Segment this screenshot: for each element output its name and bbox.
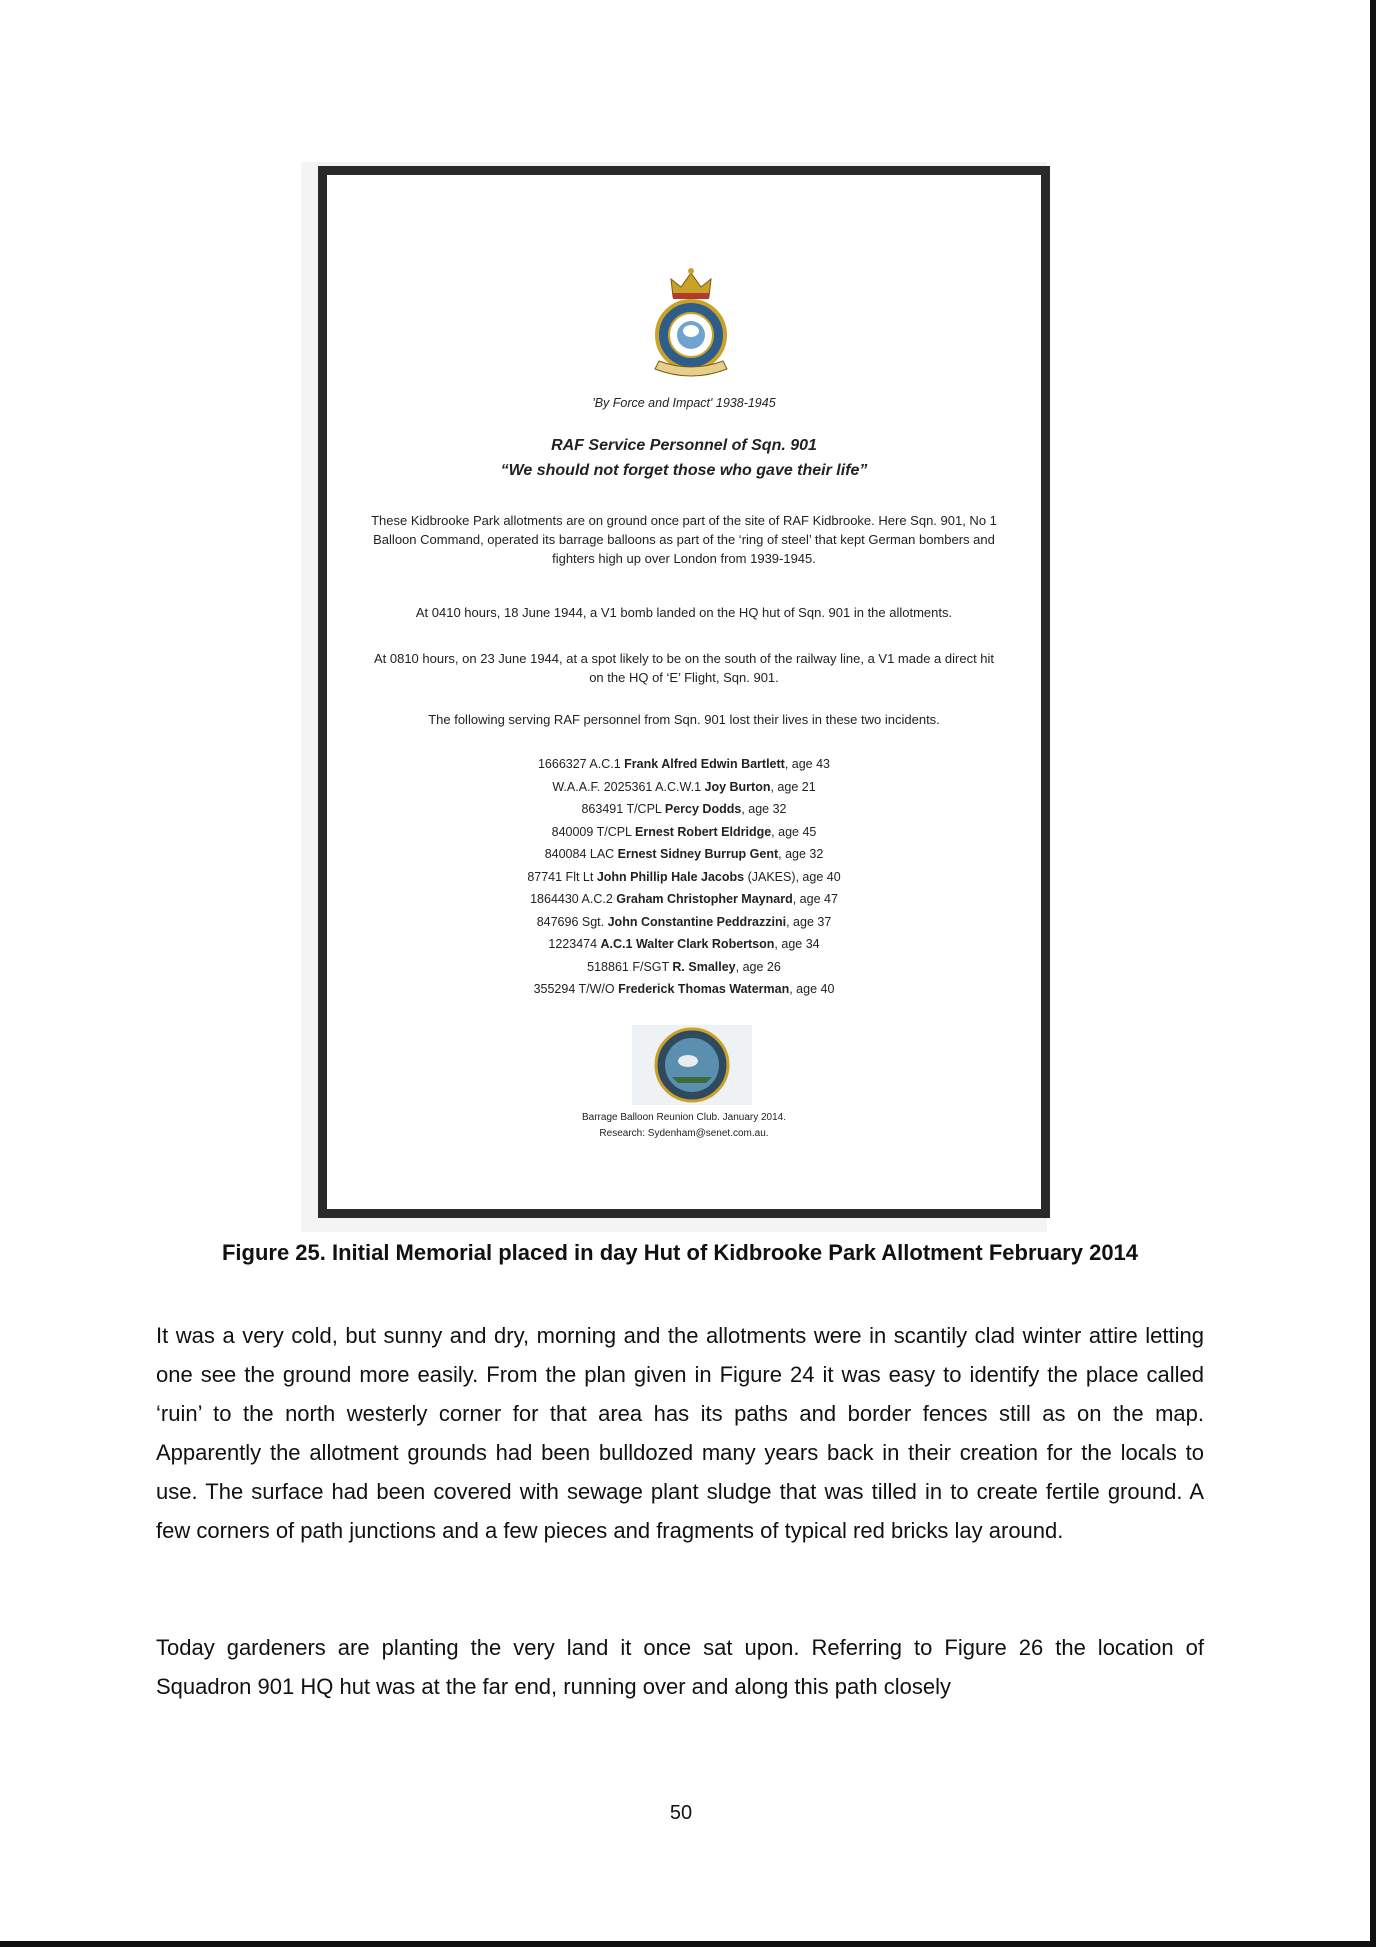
personnel-entry: 840084 LAC Ernest Sidney Burrup Gent, age 32 — [544, 847, 824, 861]
personnel-list — [327, 753, 1041, 1001]
personnel-entry: 1666327 A.C.1 Frank Alfred Edwin Bartlett, age 43 — [537, 757, 831, 771]
personnel-entry: 1864430 A.C.2 Graham Christopher Maynard, age 47 — [530, 892, 838, 906]
page-border-right — [1370, 0, 1376, 1947]
memorial-paragraph: These Kidbrooke Park allotments are on ground once part of the site of RAF Kidbrooke. Here Sqn. 901, No 1 Balloon Command, operated its barrage balloons as part of the ‘ring of steel’ that kept German bombers and fighters high up over London from 1939-1945. — [371, 513, 997, 566]
personnel-entry: 847696 Sgt. John Constantine Peddrazzini, age 37 — [536, 914, 832, 929]
memorial-footer-club: Barrage Balloon Reunion Club. January 2014. — [581, 1112, 787, 1123]
personnel-entry: 1223474 A.C.1 Walter Clark Robertson, age 34 — [548, 937, 820, 951]
balloon-badge-icon — [632, 1025, 752, 1105]
memorial-content — [327, 175, 1041, 1209]
memorial-footer-research: Research: Sydenham@senet.com.au. — [599, 1128, 769, 1139]
figure-caption: Figure 25. Initial Memorial placed in day Hut of Kidbrooke Park Allotment February 2014 — [221, 1240, 1139, 1265]
memorial-paragraph: The following serving RAF personnel from Sqn. 901 lost their lives in these two incidents. — [428, 712, 940, 727]
personnel-entry: 87741 Flt Lt John Phillip Hale Jacobs (JAKES), age 40 — [527, 869, 841, 884]
memorial-paragraph: At 0410 hours, 18 June 1944, a V1 bomb landed on the HQ hut of Sqn. 901 in the allotments. — [415, 605, 953, 620]
memorial-footer — [327, 1110, 1041, 1142]
personnel-entry: 840009 T/CPL Ernest Robert Eldridge, age 45 — [551, 824, 817, 839]
personnel-entry: 355294 T/W/O Frederick Thomas Waterman, age 40 — [533, 982, 835, 996]
memorial-paragraph: At 0810 hours, on 23 June 1944, at a spot likely to be on the south of the railway line, a V1 made a direct hit on the HQ of ‘E’ Flight, Sqn. 901. — [373, 651, 995, 685]
body-paragraph: Today gardeners are planting the very land it once sat upon. Referring to Figure 26 the location of Squadron 901 HQ hut was at the far end, running over and along this path closely — [156, 1635, 1204, 1699]
personnel-entry: 518861 F/SGT R. Smalley, age 26 — [587, 959, 781, 974]
personnel-entry: W.A.A.F. 2025361 A.C.W.1 Joy Burton, age 21 — [552, 779, 816, 794]
reunion-club-badge — [632, 1025, 752, 1105]
personnel-entry: 863491 T/CPL Percy Dodds, age 32 — [581, 802, 787, 816]
page-border-bottom — [0, 1941, 1376, 1947]
body-paragraph: It was a very cold, but sunny and dry, morning and the allotments were in scantily clad winter attire letting one see the ground more easily. From the plan given in Figure 24 it was easy to identify the place called ‘ruin’ to the north westerly corner for that area has its paths and border fences still as on the map. Apparently the allotment grounds had been bulldozed many years back in their creation for the locals to use. The surface had been covered with sewage plant sludge that was tilled in to create fertile ground. A few corners of path junctions and a few pieces and fragments of typical red bricks lay around. — [156, 1323, 1204, 1543]
memorial-title: RAF Service Personnel of Sqn. 901 — [551, 437, 817, 454]
memorial-motto: 'By Force and Impact' 1938-1945 — [592, 396, 776, 410]
crown-icon — [671, 268, 711, 299]
squadron-crest-icon — [641, 257, 741, 387]
memorial-image — [318, 166, 1050, 1218]
page-number: 50 — [669, 1802, 693, 1824]
memorial-quote: “We should not forget those who gave their life” — [500, 462, 868, 479]
